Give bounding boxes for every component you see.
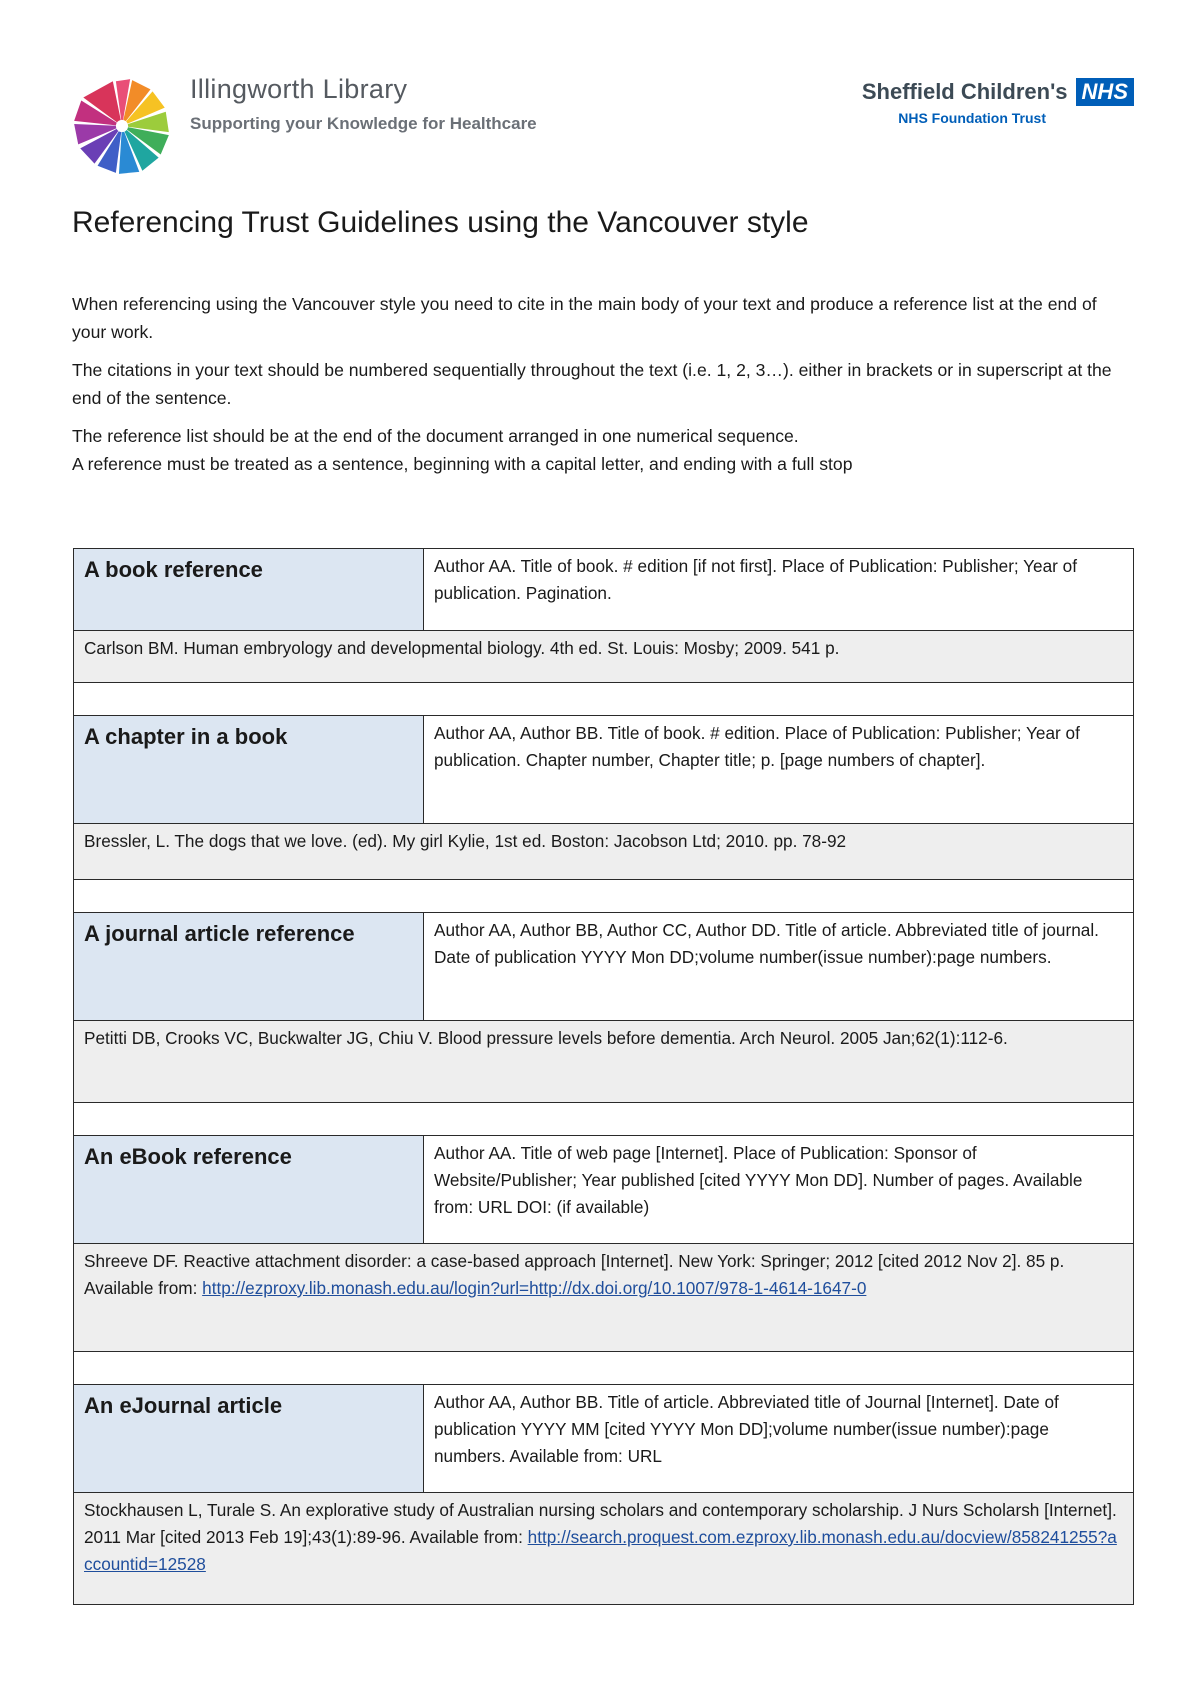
ref-example-ejournal <box>74 1493 1134 1605</box>
library-tagline: Supporting your Knowledge for Healthcare <box>190 114 537 133</box>
ref-row-ejournal <box>74 1385 1134 1493</box>
page-title: Referencing Trust Guidelines using the Vancouver style <box>72 206 809 239</box>
org-name: Sheffield Children's <box>861 79 1068 104</box>
ref-label-cell <box>74 549 424 631</box>
page-header <box>70 66 1134 186</box>
ref-row-ebook <box>74 1136 1134 1244</box>
intro-text <box>72 290 1132 488</box>
ref-label-book: A book reference <box>84 557 263 582</box>
row-spacer <box>74 1103 1134 1136</box>
ref-example-row-journal <box>74 1021 1134 1103</box>
ref-example-chapter: Bressler, L. The dogs that we love. (ed). My girl Kylie, 1st ed. Boston: Jacobson Ltd; 2010. pp. 78-92 <box>74 824 1134 880</box>
intro-line-sequence: The reference list should be at the end of the document arranged in one numerical sequence. <box>72 426 799 446</box>
intro-paragraph-3 <box>72 422 1132 478</box>
ref-example-ebook <box>74 1244 1134 1352</box>
ref-label-chapter: A chapter in a book <box>84 724 288 749</box>
row-spacer <box>74 1352 1134 1385</box>
ref-row-book <box>74 549 1134 631</box>
ref-example-row-chapter <box>74 824 1134 880</box>
ebook-url-link[interactable]: http://ezproxy.lib.monash.edu.au/login?url=http://dx.doi.org/10.1007/978-1-4614-1647-0 <box>202 1278 867 1298</box>
ejournal-url-link[interactable]: http://search.proquest.com.ezproxy.lib.monash.edu.au/docview/858241255?accountid=12528 <box>84 1527 1117 1574</box>
reference-table <box>73 548 1134 1605</box>
intro-paragraph-2: The citations in your text should be numbered sequentially throughout the text (i.e. 1, 2, 3…). either in brackets or in superscript at the end of the sentence. <box>72 360 1112 408</box>
ref-label-cell <box>74 1136 424 1244</box>
ref-example-text: Shreeve DF. Reactive attachment disorder: a case-based approach [Internet]. New York: Springer; 2012 [cited 2012 Nov 2]. 85 p. Available from: <box>84 1251 1065 1298</box>
row-spacer <box>74 880 1134 913</box>
ref-format-ejournal: Author AA, Author BB. Title of article. Abbreviated title of Journal [Internet]. Date of publication YYYY MM [cited YYYY Mon DD];volume number(issue number):page numbers. Available from: URL <box>424 1385 1134 1493</box>
ref-format-journal: Author AA, Author BB, Author CC, Author DD. Title of article. Abbreviated title of journal. Date of publication YYYY Mon DD;volume number(issue number):page numbers. <box>424 913 1134 1021</box>
ref-example-row-ebook <box>74 1244 1134 1352</box>
ref-label-cell <box>74 716 424 824</box>
ref-label-ejournal: An eJournal article <box>84 1393 283 1418</box>
ref-row-chapter <box>74 716 1134 824</box>
nhs-trust-logo <box>862 78 1134 126</box>
ref-label-cell <box>74 1385 424 1493</box>
ref-example-row-book <box>74 631 1134 683</box>
ref-format-chapter: Author AA, Author BB. Title of book. # edition. Place of Publication: Publisher; Year of publication. Chapter number, Chapter title; p. [page numbers of chapter]. <box>424 716 1134 824</box>
intro-paragraph-1: When referencing using the Vancouver style you need to cite in the main body of your text and produce a reference list at the end of your work. <box>72 294 1097 342</box>
ref-label-cell <box>74 913 424 1021</box>
ref-example-row-ejournal <box>74 1493 1134 1605</box>
ref-row-journal <box>74 913 1134 1021</box>
row-spacer <box>74 683 1134 716</box>
nhs-badge: NHS <box>1076 78 1134 106</box>
ref-label-journal: A journal article reference <box>84 921 355 946</box>
ref-example-text: Stockhausen L, Turale S. An explorative study of Australian nursing scholars and contemporary scholarship. J Nurs Scholarsh [Internet]. 2011 Mar [cited 2013 Feb 19];43(1):89-96. Available from: <box>84 1500 1117 1547</box>
library-logo-icon <box>70 70 174 182</box>
ref-format-book: Author AA. Title of book. # edition [if not first]. Place of Publication: Publisher; Year of publication. Pagination. <box>424 549 1134 631</box>
org-trust: NHS Foundation Trust <box>898 110 1046 126</box>
library-name: Illingworth Library <box>190 74 408 104</box>
intro-line-sentence: A reference must be treated as a sentence, beginning with a capital letter, and ending with a full stop <box>72 454 853 474</box>
ref-example-book: Carlson BM. Human embryology and developmental biology. 4th ed. St. Louis: Mosby; 2009. 541 p. <box>74 631 1134 683</box>
ref-label-ebook: An eBook reference <box>84 1144 292 1169</box>
ref-format-ebook: Author AA. Title of web page [Internet]. Place of Publication: Sponsor of Website/Publisher; Year published [cited YYYY Mon DD]. Number of pages. Available from: URL DOI: (if available) <box>424 1136 1134 1244</box>
ref-example-journal: Petitti DB, Crooks VC, Buckwalter JG, Chiu V. Blood pressure levels before dementia. Arch Neurol. 2005 Jan;62(1):112-6. <box>74 1021 1134 1103</box>
